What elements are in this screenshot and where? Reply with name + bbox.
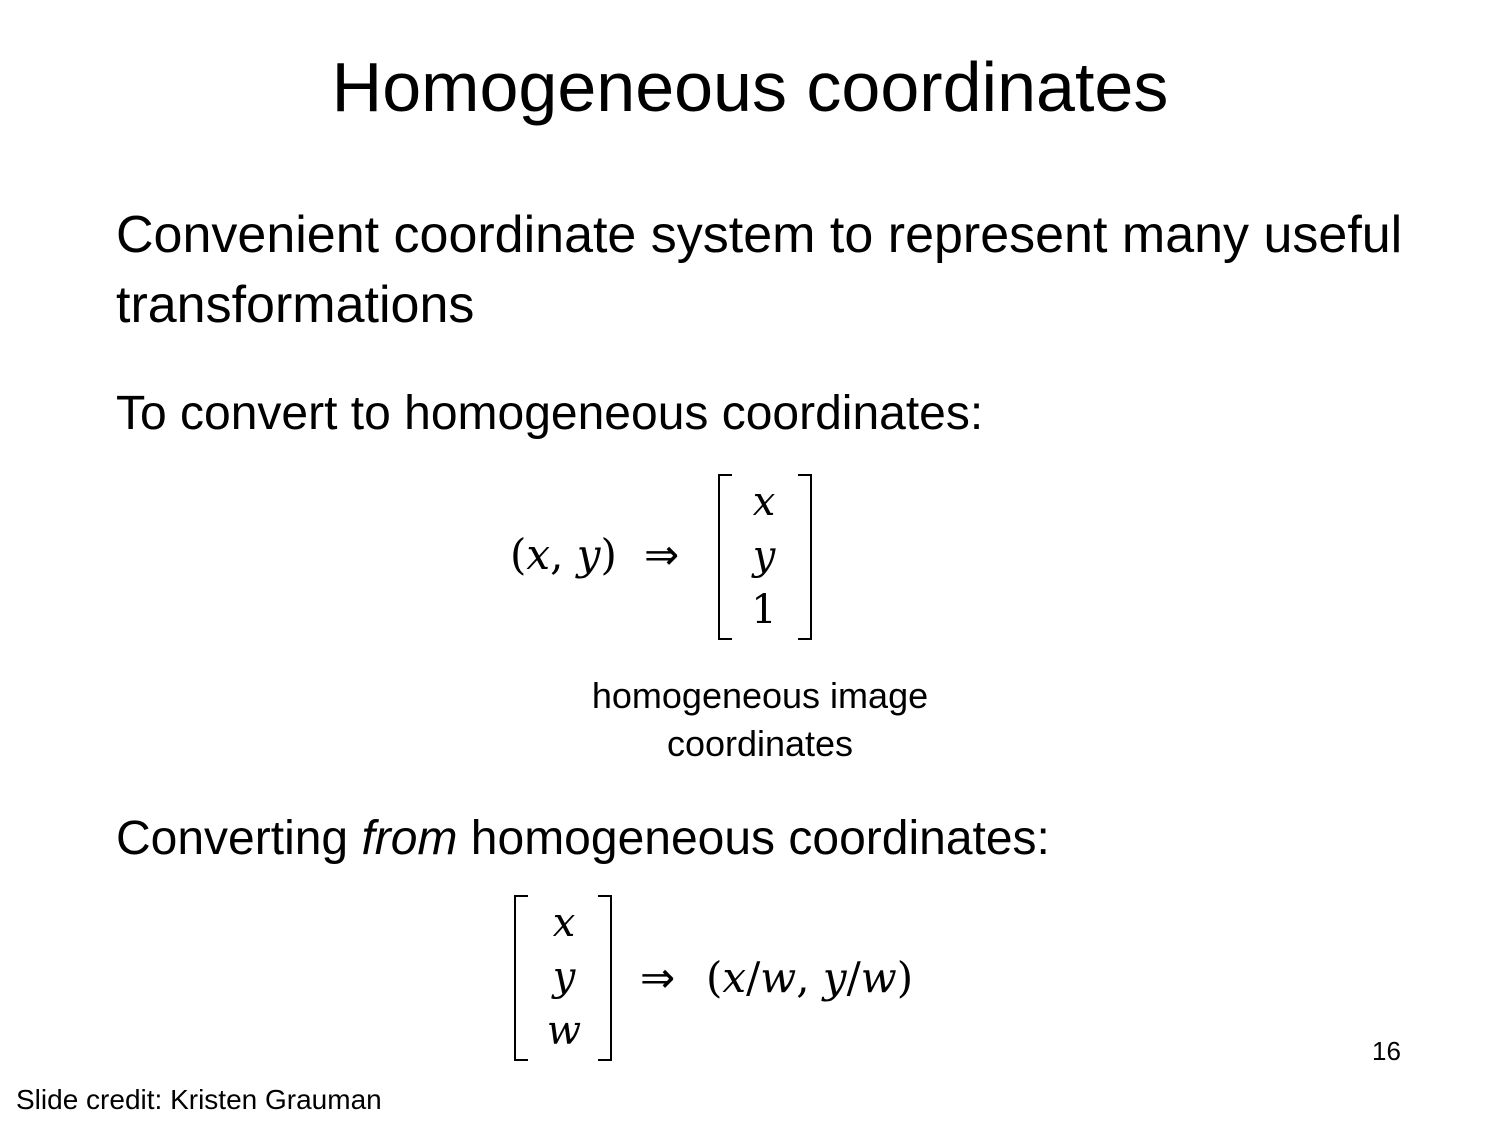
- comma: ,: [550, 530, 577, 579]
- slash: /: [746, 953, 761, 1002]
- var-x: x: [526, 530, 551, 579]
- bullet-convenient-coordinate-system: Convenient coordinate system to represent many useful transformations: [116, 206, 1403, 334]
- vector-entry-y: y: [552, 954, 576, 1000]
- bullet-convert-to-homogeneous: To convert to homogeneous coordinates:: [116, 387, 984, 440]
- bullet-converting-from-homogeneous: [116, 811, 1050, 867]
- bullet3-before: Converting: [116, 812, 362, 865]
- close-paren: ): [600, 530, 617, 579]
- implies-arrow-icon: ⇒: [640, 953, 676, 1002]
- right-bracket: [798, 474, 812, 640]
- caption-homogeneous-image-coordinates: [540, 672, 980, 768]
- slash: /: [846, 953, 861, 1002]
- var-y: y: [822, 953, 847, 1002]
- var-x: x: [722, 953, 747, 1002]
- left-bracket: [514, 895, 528, 1061]
- open-paren: (: [706, 953, 723, 1002]
- right-bracket: [598, 895, 612, 1061]
- vector-entry-y: y: [752, 533, 776, 579]
- var-y: y: [576, 530, 601, 579]
- implies-arrow-icon: ⇒: [644, 530, 680, 579]
- close-paren: ): [896, 953, 914, 1002]
- equation-point-normalized: [706, 953, 914, 1002]
- page-number: 16: [1372, 1036, 1401, 1066]
- bullet3-emphasis: from: [361, 812, 458, 865]
- caption-line-2: coordinates: [666, 723, 854, 764]
- vector-entry-w: w: [546, 1008, 582, 1054]
- comma: ,: [796, 953, 823, 1002]
- vector-entry-x: x: [552, 900, 576, 946]
- slide-title: Homogeneous coordinates: [331, 48, 1169, 126]
- open-paren: (: [510, 530, 527, 579]
- equation-point-xy: [510, 530, 617, 579]
- bullet3-after: homogeneous coordinates:: [457, 812, 1050, 865]
- equation-to-homogeneous: [510, 472, 830, 642]
- var-w: w: [860, 953, 897, 1002]
- equation-from-homogeneous: [510, 893, 960, 1063]
- var-w: w: [760, 953, 797, 1002]
- vector-entry-x: x: [752, 479, 776, 525]
- vector-entry-one: 1: [751, 587, 777, 633]
- slide-credit: Slide credit: Kristen Grauman: [16, 1084, 382, 1115]
- caption-line-1: homogeneous image: [591, 675, 929, 716]
- left-bracket: [718, 474, 732, 640]
